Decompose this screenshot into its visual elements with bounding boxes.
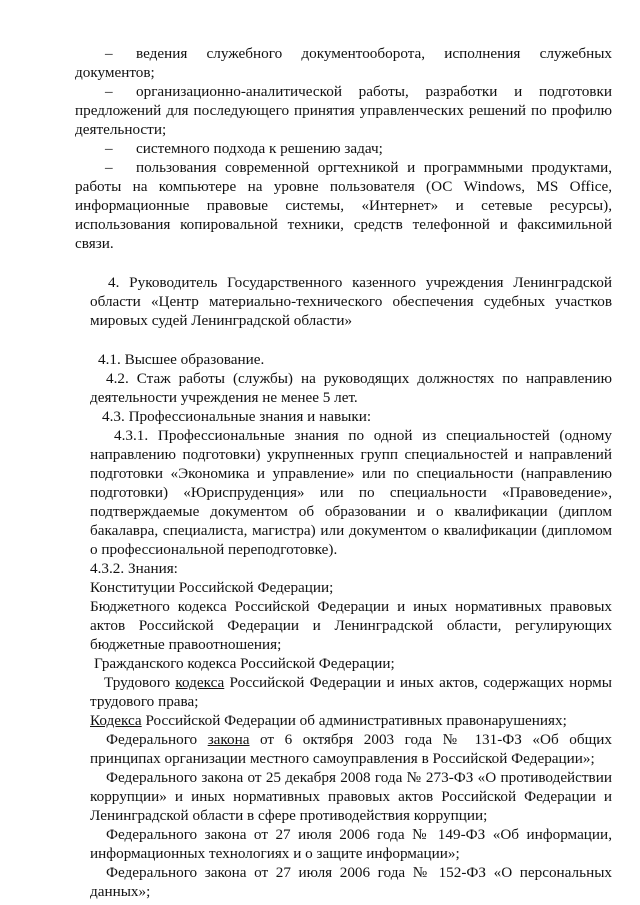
paragraph: Бюджетного кодекса Российской Федерации и иных нормативных правовых актов Российской Федерации и Ленинградской области, регулирующих бюджетные правоотношения; <box>90 598 612 653</box>
list-item-text: пользования современной оргтехникой и программными продуктами, работы на компьютере на уровне пользователя (ОС Windows, MS Office, информационные правовые системы, «Интернет» и сетевые ресурсы), использования копировальной техники, средств телефонной и факсимильной связи. <box>75 159 612 252</box>
paragraph: Гражданского кодекса Российской Федерации; <box>94 655 395 672</box>
list-item-text: системного подхода к решению задач; <box>136 140 383 157</box>
paragraph: Конституции Российской Федерации; <box>90 579 334 596</box>
paragraph: Федерального закона от 27 июля 2006 года № 152-ФЗ «О персональных данных»; <box>90 864 612 900</box>
link-zakon[interactable]: закона <box>207 731 250 748</box>
paragraph: 4.3.1. Профессиональные знания по одной из специальностей (одному направлению подготовки) укрупненных групп специальностей и направлений подготовки «Экономика и управление» или по специальности (направлению подготовки) «Юриспруденция» или по специальности «Правоведение», подтверждаемые документом об образовании и о квалификации (диплом бакалавра, специалиста, магистра) или документом о квалификации (дипломом о профессиональной переподготовке). <box>90 427 612 558</box>
paragraph <box>90 673 612 711</box>
paragraph: 4.3.2. Знания: <box>90 560 178 577</box>
dash-marker: – <box>105 140 113 157</box>
list-item <box>75 139 612 158</box>
list-item-text: организационно-аналитической работы, разработки и подготовки предложений для последующего принятия управленческих решений по профилю деятельности; <box>75 83 612 138</box>
list-item <box>75 82 612 139</box>
paragraph: Федерального закона от 27 июля 2006 года № 149-ФЗ «Об информации, информационных технологиях и о защите информации»; <box>90 826 612 862</box>
link-kodeks[interactable]: кодекса <box>175 674 225 691</box>
paragraph <box>90 730 612 768</box>
paragraph: 4.3. Профессиональные знания и навыки: <box>102 408 372 425</box>
dash-marker: – <box>105 83 113 100</box>
paragraph <box>90 711 612 730</box>
dash-marker: – <box>105 45 113 62</box>
section-heading: 4. Руководитель Государственного казенного учреждения Ленинградской области «Центр материально-технического обеспечения судебных участков мировых судей Ленинградской области» <box>90 274 612 329</box>
list-item <box>75 44 612 82</box>
text-fragment: Российской Федерации об административных правонарушениях; <box>141 712 567 729</box>
text-fragment: Трудового <box>104 674 176 691</box>
spacer <box>90 253 612 273</box>
spacer <box>90 330 612 350</box>
link-kodeks[interactable]: Кодекса <box>90 712 142 729</box>
paragraph: Федерального закона от 25 декабря 2008 года № 273-ФЗ «О противодействии коррупции» и иных нормативных правовых актов Российской Федерации и Ленинградской области в сфере противодействия коррупции; <box>90 769 612 824</box>
text-fragment: Федерального <box>106 731 208 748</box>
list-item-text: ведения служебного документооборота, исполнения служебных документов; <box>75 45 612 81</box>
paragraph: 4.1. Высшее образование. <box>98 351 265 368</box>
text-fragment: от 6 октября 2003 года № 131-ФЗ «Об общих принципах организации местного самоуправления в Российской Федерации»; <box>90 731 612 767</box>
list-item <box>75 158 612 253</box>
paragraph: 4.2. Стаж работы (службы) на руководящих должностях по направлению деятельности учреждения не менее 5 лет. <box>90 370 612 406</box>
dash-marker: – <box>105 159 113 176</box>
text-fragment: Российской Федерации и иных актов, содержащих нормы трудового права; <box>90 674 612 710</box>
